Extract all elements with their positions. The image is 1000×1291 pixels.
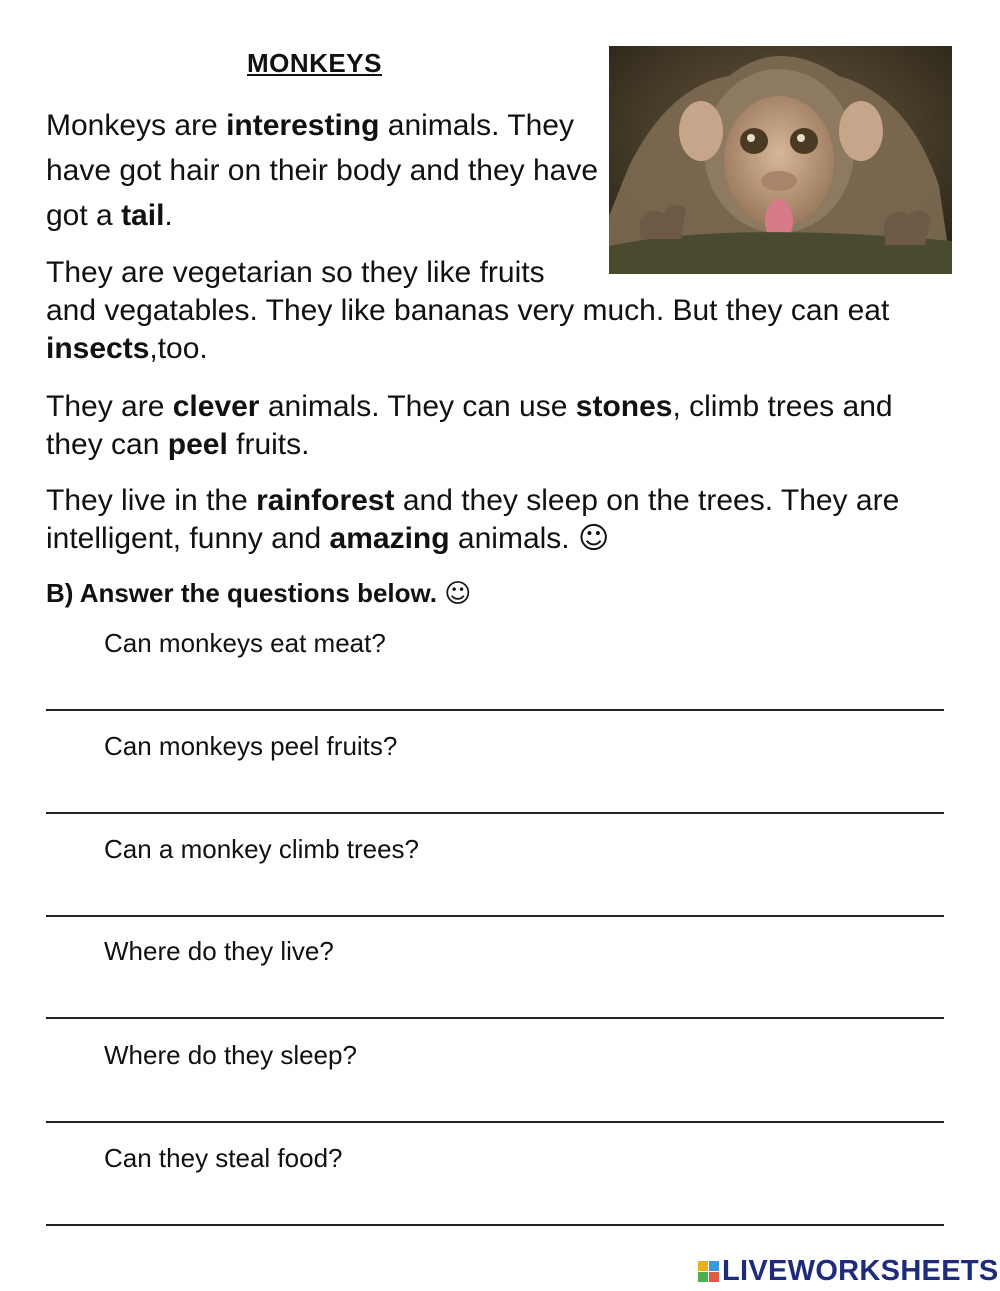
keyword-insects: insects bbox=[46, 332, 150, 365]
worksheet-title: MONKEYS bbox=[247, 48, 382, 78]
question-1: Can monkeys eat meat? bbox=[104, 628, 386, 658]
question-6: Can they steal food? bbox=[104, 1143, 343, 1173]
answer-line-5[interactable] bbox=[46, 1121, 944, 1123]
paragraph-habitat: They live in the rainforest and they sleep on the trees. They are intelligent, funny and amazing animals. ☺ bbox=[46, 484, 900, 556]
section-b-heading: B) Answer the questions below. ☺ bbox=[46, 578, 472, 609]
keyword-tail: tail bbox=[121, 199, 165, 232]
answer-line-6[interactable] bbox=[46, 1224, 944, 1226]
keyword-amazing: amazing bbox=[329, 522, 450, 555]
answer-line-3[interactable] bbox=[46, 915, 944, 917]
answer-line-2[interactable] bbox=[46, 812, 944, 814]
answer-line-1[interactable] bbox=[46, 709, 944, 711]
question-3: Can a monkey climb trees? bbox=[104, 834, 420, 864]
liveworksheets-wordmark: LIVEWORKSHEETS bbox=[722, 1254, 999, 1287]
question-2: Can monkeys peel fruits? bbox=[104, 731, 398, 761]
liveworksheets-logo bbox=[698, 1256, 999, 1286]
smiley-icon: ☺ bbox=[577, 521, 610, 556]
question-5: Where do they sleep? bbox=[104, 1040, 357, 1070]
keyword-rainforest: rainforest bbox=[256, 484, 395, 517]
keyword-interesting: interesting bbox=[226, 109, 380, 142]
liveworksheets-mark-icon bbox=[698, 1261, 719, 1282]
paragraph-intro: Monkeys are interesting animals. They have got hair on their body and they have got a tail. bbox=[46, 109, 599, 232]
keyword-clever: clever bbox=[172, 390, 260, 423]
paragraph-diet: They are vegetarian so they like fruits and vegatables. They like bananas very much. But they can eat insects,too. bbox=[46, 256, 890, 365]
question-4: Where do they live? bbox=[104, 936, 334, 966]
keyword-peel: peel bbox=[167, 428, 228, 461]
keyword-stones: stones bbox=[575, 390, 673, 423]
monkey-photo bbox=[609, 46, 952, 274]
smiley-icon: ☺ bbox=[444, 579, 472, 609]
answer-line-4[interactable] bbox=[46, 1017, 944, 1019]
paragraph-skills: They are clever animals. They can use stones, climb trees and they can peel fruits. bbox=[46, 390, 893, 461]
